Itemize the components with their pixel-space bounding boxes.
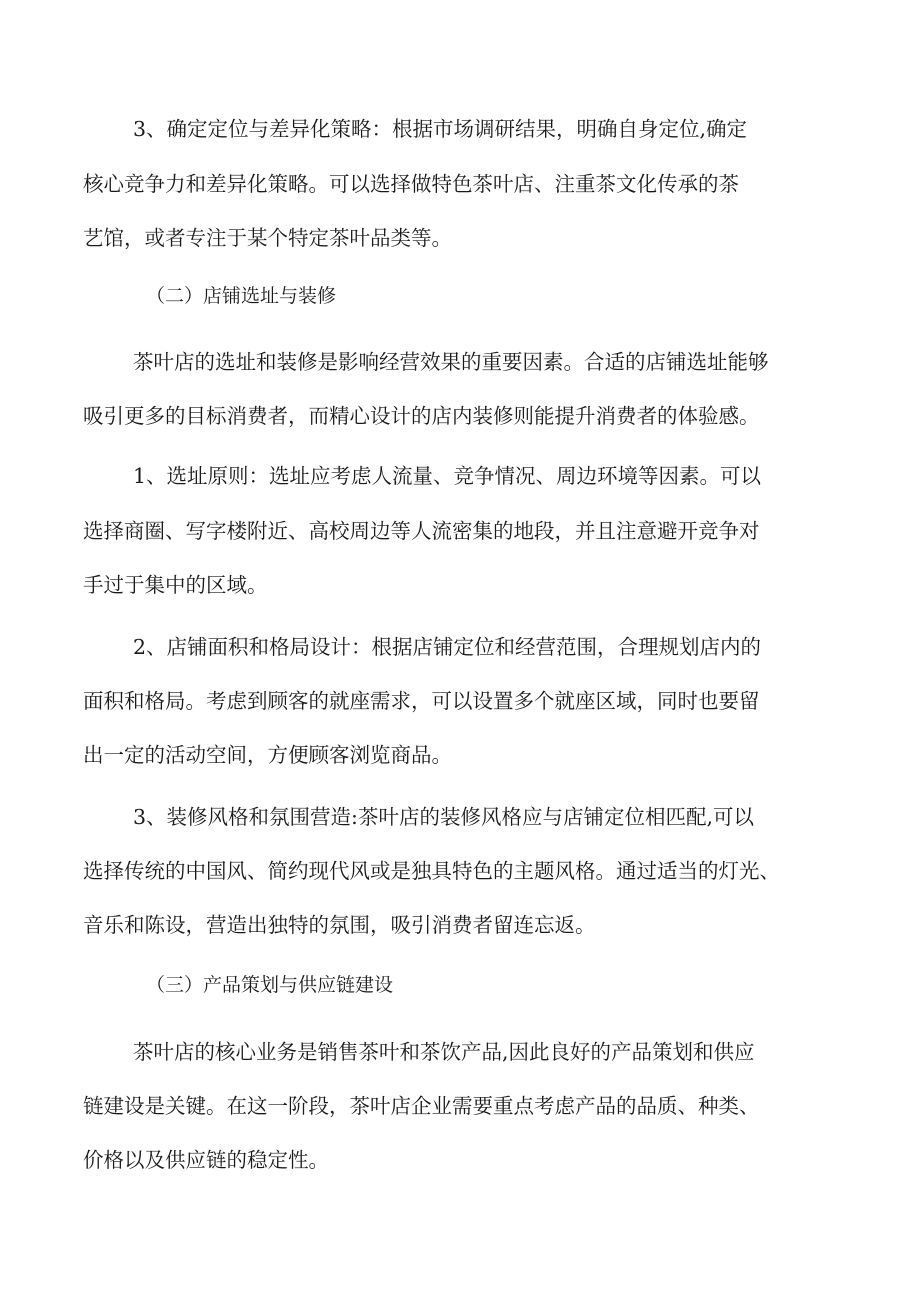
paragraph-line: 1、选址原则：选址应考虑人流量、竞争情况、周边环境等因素。可以 — [133, 464, 762, 488]
paragraph-line: 茶叶店的选址和装修是影响经营效果的重要因素。合适的店铺选址能够 — [133, 350, 769, 374]
paragraph-line: 吸引更多的目标消费者，而精心设计的店内装修则能提升消费者的体验感。 — [83, 404, 760, 428]
paragraph-line: 选择商圈、写字楼附近、高校周边等人流密集的地段，并且注意避开竞争对 — [83, 519, 760, 543]
section-heading-product: （三）产品策划与供应链建设 — [146, 974, 394, 996]
paragraph-line: 音乐和陈设，营造出独特的氛围，吸引消费者留连忘返。 — [83, 913, 596, 937]
section-heading-store: （二）店铺选址与装修 — [146, 285, 337, 307]
paragraph-line: 茶叶店的核心业务是销售茶叶和茶饮产品,因此良好的产品策划和供应 — [133, 1040, 755, 1064]
paragraph-line: 艺馆，或者专注于某个特定茶叶品类等。 — [83, 226, 452, 250]
paragraph-line: 手过于集中的区域。 — [83, 573, 268, 597]
paragraph-line: 3、确定定位与差异化策略：根据市场调研结果，明确自身定位,确定 — [133, 117, 748, 141]
paragraph-line: 2、店铺面积和格局设计：根据店铺定位和经营范围，合理规划店内的 — [133, 635, 762, 659]
paragraph-line: 链建设是关键。在这一阶段，茶叶店企业需要重点考虑产品的品质、种类、 — [83, 1094, 760, 1118]
paragraph-line: 核心竞争力和差异化策略。可以选择做特色茶叶店、注重茶文化传承的茶 — [83, 172, 739, 196]
paragraph-line: 选择传统的中国风、简约现代风或是独具特色的主题风格。通过适当的灯光、 — [83, 859, 780, 883]
paragraph-line: 出一定的活动空间，方便顾客浏览商品。 — [83, 743, 452, 767]
paragraph-line: 面积和格局。考虑到顾客的就座需求，可以设置多个就座区域，同时也要留 — [83, 689, 760, 713]
paragraph-line: 3、装修风格和氛围营造:茶叶店的装修风格应与店铺定位相匹配,可以 — [133, 805, 754, 829]
paragraph-line: 价格以及供应链的稳定性。 — [83, 1148, 329, 1172]
